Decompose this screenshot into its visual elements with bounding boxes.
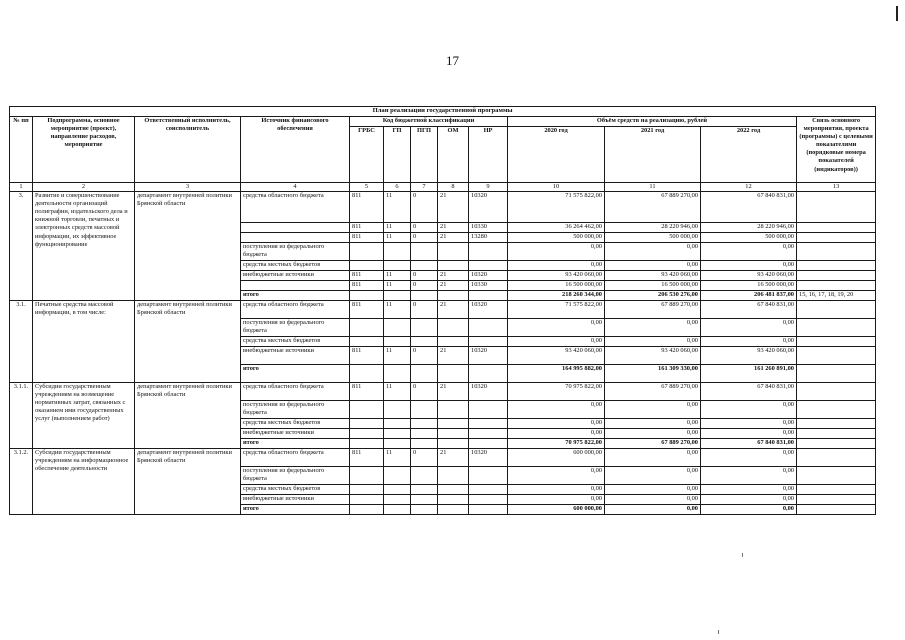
funding-source: средства местных бюджетов bbox=[241, 337, 350, 347]
code-om: 21 bbox=[438, 192, 469, 223]
code-om: 21 bbox=[438, 383, 469, 401]
header-grbs: ГРБС bbox=[350, 127, 384, 183]
code-gp bbox=[384, 291, 411, 301]
code-grbs bbox=[350, 439, 384, 449]
code-om bbox=[438, 429, 469, 439]
code-grbs bbox=[350, 291, 384, 301]
code-gp bbox=[384, 319, 411, 337]
code-gp bbox=[384, 337, 411, 347]
header-pgp: ПГП bbox=[411, 127, 438, 183]
code-om bbox=[438, 337, 469, 347]
code-grbs: 811 bbox=[350, 347, 384, 365]
code-nr: 10330 bbox=[469, 223, 508, 233]
amount-2021: 0,00 bbox=[605, 337, 701, 347]
funding-source: средства местных бюджетов bbox=[241, 419, 350, 429]
table-row bbox=[10, 383, 876, 401]
code-grbs bbox=[350, 319, 384, 337]
funding-source: средства местных бюджетов bbox=[241, 261, 350, 271]
amount-2020: 70 975 822,00 bbox=[508, 383, 605, 401]
amount-2022: 28 220 946,00 bbox=[701, 223, 797, 233]
funding-source: внебюджетные источники bbox=[241, 429, 350, 439]
funding-source: итого bbox=[241, 291, 350, 301]
code-om bbox=[438, 419, 469, 429]
indicator-link bbox=[797, 243, 876, 261]
column-index: 3 bbox=[135, 183, 241, 192]
funding-source: поступления из федерального бюджета bbox=[241, 243, 350, 261]
code-pgp bbox=[411, 485, 438, 495]
column-index: 9 bbox=[469, 183, 508, 192]
header-2020: 2020 год bbox=[508, 127, 605, 183]
amount-2021: 161 309 330,00 bbox=[605, 365, 701, 383]
amount-2020: 93 420 060,00 bbox=[508, 347, 605, 365]
code-om bbox=[438, 505, 469, 515]
funding-source: итого bbox=[241, 505, 350, 515]
code-pgp: 0 bbox=[411, 383, 438, 401]
amount-2020: 70 975 822,00 bbox=[508, 439, 605, 449]
responsible-executor: департамент внутренней политики Брянской области bbox=[135, 449, 241, 515]
code-nr: 10320 bbox=[469, 383, 508, 401]
code-gp: 11 bbox=[384, 271, 411, 281]
amount-2021: 0,00 bbox=[605, 319, 701, 337]
amount-2020: 0,00 bbox=[508, 401, 605, 419]
funding-source: итого bbox=[241, 365, 350, 383]
scan-edge-mark bbox=[896, 6, 898, 21]
table-title: План реализации государственной программы bbox=[10, 107, 876, 117]
amount-2022: 0,00 bbox=[701, 261, 797, 271]
code-om bbox=[438, 291, 469, 301]
header-nr: НР bbox=[469, 127, 508, 183]
code-grbs bbox=[350, 419, 384, 429]
code-grbs bbox=[350, 495, 384, 505]
table-row bbox=[10, 449, 876, 467]
amount-2020: 0,00 bbox=[508, 429, 605, 439]
amount-2020: 71 575 822,00 bbox=[508, 301, 605, 319]
amount-2022: 16 500 000,00 bbox=[701, 281, 797, 291]
code-grbs bbox=[350, 467, 384, 485]
amount-2022: 500 000,00 bbox=[701, 233, 797, 243]
amount-2022: 0,00 bbox=[701, 467, 797, 485]
indicator-link bbox=[797, 261, 876, 271]
code-gp bbox=[384, 467, 411, 485]
code-pgp bbox=[411, 439, 438, 449]
code-pgp bbox=[411, 337, 438, 347]
amount-2022: 0,00 bbox=[701, 449, 797, 467]
amount-2020: 0,00 bbox=[508, 319, 605, 337]
code-om: 21 bbox=[438, 449, 469, 467]
code-nr bbox=[469, 365, 508, 383]
amount-2021: 0,00 bbox=[605, 495, 701, 505]
amount-2021: 0,00 bbox=[605, 243, 701, 261]
amount-2020: 0,00 bbox=[508, 419, 605, 429]
amount-2022: 0,00 bbox=[701, 337, 797, 347]
amount-2022: 0,00 bbox=[701, 419, 797, 429]
amount-2020: 0,00 bbox=[508, 261, 605, 271]
amount-2020: 0,00 bbox=[508, 495, 605, 505]
funding-source bbox=[241, 223, 350, 233]
amount-2022: 67 840 831,00 bbox=[701, 439, 797, 449]
funding-source bbox=[241, 281, 350, 291]
code-gp bbox=[384, 419, 411, 429]
code-nr bbox=[469, 505, 508, 515]
code-nr bbox=[469, 243, 508, 261]
responsible-executor: департамент внутренней политики Брянской области bbox=[135, 301, 241, 383]
code-grbs: 811 bbox=[350, 271, 384, 281]
code-gp bbox=[384, 401, 411, 419]
code-gp bbox=[384, 261, 411, 271]
code-nr bbox=[469, 337, 508, 347]
code-nr bbox=[469, 429, 508, 439]
amount-2022: 0,00 bbox=[701, 319, 797, 337]
indicator-link bbox=[797, 223, 876, 233]
indicator-link bbox=[797, 301, 876, 319]
code-nr: 10330 bbox=[469, 281, 508, 291]
amount-2020: 600 000,00 bbox=[508, 449, 605, 467]
amount-2022: 0,00 bbox=[701, 243, 797, 261]
code-grbs bbox=[350, 485, 384, 495]
amount-2021: 67 889 270,00 bbox=[605, 383, 701, 401]
code-pgp bbox=[411, 495, 438, 505]
amount-2021: 0,00 bbox=[605, 505, 701, 515]
code-grbs: 811 bbox=[350, 223, 384, 233]
column-index: 6 bbox=[384, 183, 411, 192]
column-index: 2 bbox=[33, 183, 135, 192]
code-om: 21 bbox=[438, 301, 469, 319]
code-nr bbox=[469, 401, 508, 419]
column-index: 8 bbox=[438, 183, 469, 192]
code-nr: 10320 bbox=[469, 271, 508, 281]
header-num: № пп bbox=[10, 117, 33, 183]
amount-2020: 16 500 000,00 bbox=[508, 281, 605, 291]
code-gp bbox=[384, 365, 411, 383]
indicator-link bbox=[797, 319, 876, 337]
code-pgp: 0 bbox=[411, 301, 438, 319]
code-nr bbox=[469, 261, 508, 271]
amount-2022: 67 840 831,00 bbox=[701, 383, 797, 401]
amount-2022: 206 481 837,00 bbox=[701, 291, 797, 301]
indicator-link bbox=[797, 467, 876, 485]
code-grbs bbox=[350, 337, 384, 347]
code-pgp bbox=[411, 291, 438, 301]
code-pgp bbox=[411, 419, 438, 429]
code-grbs bbox=[350, 365, 384, 383]
code-om: 21 bbox=[438, 347, 469, 365]
code-om bbox=[438, 495, 469, 505]
code-nr: 10320 bbox=[469, 449, 508, 467]
funding-source: итого bbox=[241, 439, 350, 449]
code-nr bbox=[469, 495, 508, 505]
column-index: 7 bbox=[411, 183, 438, 192]
amount-2021: 28 220 946,00 bbox=[605, 223, 701, 233]
funding-source bbox=[241, 233, 350, 243]
amount-2021: 93 420 060,00 bbox=[605, 347, 701, 365]
code-nr bbox=[469, 319, 508, 337]
indicator-link bbox=[797, 429, 876, 439]
code-pgp: 0 bbox=[411, 281, 438, 291]
code-grbs: 811 bbox=[350, 192, 384, 223]
code-gp bbox=[384, 243, 411, 261]
indicator-link bbox=[797, 337, 876, 347]
code-nr bbox=[469, 485, 508, 495]
funding-source: поступления из федерального бюджета bbox=[241, 401, 350, 419]
amount-2020: 71 575 822,00 bbox=[508, 192, 605, 223]
row-number: 3. bbox=[10, 192, 33, 301]
column-index: 4 bbox=[241, 183, 350, 192]
indicator-link bbox=[797, 281, 876, 291]
code-pgp bbox=[411, 467, 438, 485]
code-nr bbox=[469, 467, 508, 485]
code-om bbox=[438, 319, 469, 337]
amount-2022: 93 420 060,00 bbox=[701, 271, 797, 281]
indicator-link bbox=[797, 233, 876, 243]
header-program: Подпрограмма, основное мероприятие (проект), направление расходов, мероприятие bbox=[33, 117, 135, 183]
column-index: 5 bbox=[350, 183, 384, 192]
scan-dust-mark bbox=[718, 630, 719, 634]
row-number: 3.1. bbox=[10, 301, 33, 383]
code-om bbox=[438, 365, 469, 383]
code-om: 21 bbox=[438, 233, 469, 243]
code-grbs: 811 bbox=[350, 233, 384, 243]
amount-2021: 0,00 bbox=[605, 485, 701, 495]
scan-dust-mark bbox=[742, 553, 743, 557]
funding-source: средства областного бюджета bbox=[241, 449, 350, 467]
code-gp bbox=[384, 505, 411, 515]
responsible-executor: департамент внутренней политики Брянской области bbox=[135, 383, 241, 449]
code-nr bbox=[469, 439, 508, 449]
code-pgp bbox=[411, 243, 438, 261]
code-gp bbox=[384, 485, 411, 495]
amount-2022: 0,00 bbox=[701, 485, 797, 495]
column-index: 10 bbox=[508, 183, 605, 192]
header-budget-code: Код бюджетной классификации bbox=[350, 117, 508, 127]
amount-2021: 0,00 bbox=[605, 467, 701, 485]
header-2022: 2022 год bbox=[701, 127, 797, 183]
code-pgp: 0 bbox=[411, 233, 438, 243]
amount-2022: 0,00 bbox=[701, 401, 797, 419]
header-source: Источник финансового обеспечения bbox=[241, 117, 350, 183]
indicator-link bbox=[797, 365, 876, 383]
code-grbs: 811 bbox=[350, 449, 384, 467]
row-number: 3.1.1. bbox=[10, 383, 33, 449]
code-grbs bbox=[350, 429, 384, 439]
code-om bbox=[438, 401, 469, 419]
code-nr: 13280 bbox=[469, 233, 508, 243]
amount-2021: 93 420 060,00 bbox=[605, 271, 701, 281]
code-om: 21 bbox=[438, 223, 469, 233]
indicator-link bbox=[797, 495, 876, 505]
indicator-link bbox=[797, 485, 876, 495]
code-gp: 11 bbox=[384, 223, 411, 233]
amount-2022: 93 420 060,00 bbox=[701, 347, 797, 365]
header-om: ОМ bbox=[438, 127, 469, 183]
amount-2020: 164 995 882,00 bbox=[508, 365, 605, 383]
indicator-link bbox=[797, 401, 876, 419]
plan-table-body bbox=[10, 192, 876, 515]
amount-2020: 0,00 bbox=[508, 467, 605, 485]
code-gp: 11 bbox=[384, 347, 411, 365]
amount-2021: 67 889 270,00 bbox=[605, 439, 701, 449]
code-grbs bbox=[350, 261, 384, 271]
amount-2021: 206 530 276,00 bbox=[605, 291, 701, 301]
code-pgp bbox=[411, 401, 438, 419]
page-number: 17 bbox=[446, 53, 459, 68]
amount-2020: 0,00 bbox=[508, 243, 605, 261]
funding-source: поступления из федерального бюджета bbox=[241, 319, 350, 337]
amount-2021: 67 889 270,00 bbox=[605, 301, 701, 319]
code-pgp: 0 bbox=[411, 192, 438, 223]
header-link: Связь основного мероприятия, проекта (программы) с целевыми показателями (порядковые номера показателей (индикаторов)) bbox=[797, 117, 876, 183]
indicator-link bbox=[797, 383, 876, 401]
code-om: 21 bbox=[438, 281, 469, 291]
funding-source: внебюджетные источники bbox=[241, 271, 350, 281]
funding-source: средства областного бюджета bbox=[241, 301, 350, 319]
amount-2022: 161 260 891,00 bbox=[701, 365, 797, 383]
amount-2020: 500 000,00 bbox=[508, 233, 605, 243]
indicator-link bbox=[797, 439, 876, 449]
code-gp: 11 bbox=[384, 301, 411, 319]
code-pgp bbox=[411, 429, 438, 439]
funding-source: внебюджетные источники bbox=[241, 495, 350, 505]
code-grbs bbox=[350, 505, 384, 515]
measure-name: Печатные средства массовой информации, в том числе: bbox=[33, 301, 135, 383]
amount-2022: 0,00 bbox=[701, 495, 797, 505]
code-om: 21 bbox=[438, 271, 469, 281]
code-gp: 11 bbox=[384, 449, 411, 467]
code-gp: 11 bbox=[384, 281, 411, 291]
code-pgp: 0 bbox=[411, 449, 438, 467]
code-om bbox=[438, 439, 469, 449]
indicator-link bbox=[797, 505, 876, 515]
code-om bbox=[438, 243, 469, 261]
code-pgp: 0 bbox=[411, 271, 438, 281]
indicator-link bbox=[797, 449, 876, 467]
amount-2020: 600 000,00 bbox=[508, 505, 605, 515]
amount-2020: 36 264 462,00 bbox=[508, 223, 605, 233]
header-2021: 2021 год bbox=[605, 127, 701, 183]
column-index: 11 bbox=[605, 183, 701, 192]
code-pgp: 0 bbox=[411, 223, 438, 233]
code-gp bbox=[384, 495, 411, 505]
amount-2020: 218 260 344,00 bbox=[508, 291, 605, 301]
code-grbs: 811 bbox=[350, 301, 384, 319]
amount-2021: 16 500 000,00 bbox=[605, 281, 701, 291]
indicator-link bbox=[797, 271, 876, 281]
code-gp: 11 bbox=[384, 233, 411, 243]
funding-source: средства областного бюджета bbox=[241, 383, 350, 401]
amount-2021: 67 889 270,00 bbox=[605, 192, 701, 223]
indicator-link bbox=[797, 192, 876, 223]
amount-2022: 0,00 bbox=[701, 429, 797, 439]
indicator-link: 15, 16, 17, 18, 19, 20 bbox=[797, 291, 876, 301]
code-grbs: 811 bbox=[350, 383, 384, 401]
code-om bbox=[438, 467, 469, 485]
code-nr: 10320 bbox=[469, 347, 508, 365]
code-nr: 10320 bbox=[469, 192, 508, 223]
column-index: 1 bbox=[10, 183, 33, 192]
code-nr bbox=[469, 291, 508, 301]
funding-source: поступления из федерального бюджета bbox=[241, 467, 350, 485]
amount-2021: 0,00 bbox=[605, 429, 701, 439]
column-index: 13 bbox=[797, 183, 876, 192]
header-responsible: Ответственный исполнитель, соисполнитель bbox=[135, 117, 241, 183]
measure-name: Развитие и совершенствование деятельности организаций полиграфии, издательского дела и книжной торговли, печатных и электронных средств массовой информации, их эффективное функционирование bbox=[33, 192, 135, 301]
code-gp: 11 bbox=[384, 383, 411, 401]
code-pgp bbox=[411, 319, 438, 337]
column-index-row bbox=[10, 183, 876, 192]
header-amount: Объём средств на реализацию, рублей bbox=[508, 117, 797, 127]
code-pgp bbox=[411, 261, 438, 271]
funding-source: средства местных бюджетов bbox=[241, 485, 350, 495]
code-om bbox=[438, 485, 469, 495]
responsible-executor: департамент внутренней политики Брянской области bbox=[135, 192, 241, 301]
code-gp: 11 bbox=[384, 192, 411, 223]
header-gp: ГП bbox=[384, 127, 411, 183]
code-grbs bbox=[350, 243, 384, 261]
measure-name: Субсидии государственным учреждениям на возмещение нормативных затрат, связанных с оказанием ими государственных услуг (выполнением работ) bbox=[33, 383, 135, 449]
amount-2021: 0,00 bbox=[605, 401, 701, 419]
amount-2022: 67 840 831,00 bbox=[701, 301, 797, 319]
code-grbs bbox=[350, 401, 384, 419]
code-pgp: 0 bbox=[411, 347, 438, 365]
code-pgp bbox=[411, 365, 438, 383]
indicator-link bbox=[797, 347, 876, 365]
amount-2020: 0,00 bbox=[508, 485, 605, 495]
code-gp bbox=[384, 439, 411, 449]
amount-2021: 500 000,00 bbox=[605, 233, 701, 243]
indicator-link bbox=[797, 419, 876, 429]
measure-name: Субсидии государственным учреждениям на информационное обеспечение деятельности bbox=[33, 449, 135, 515]
amount-2021: 0,00 bbox=[605, 261, 701, 271]
code-nr: 10320 bbox=[469, 301, 508, 319]
code-pgp bbox=[411, 505, 438, 515]
funding-source: средства областного бюджета bbox=[241, 192, 350, 223]
amount-2021: 0,00 bbox=[605, 419, 701, 429]
amount-2022: 67 840 831,00 bbox=[701, 192, 797, 223]
code-grbs: 811 bbox=[350, 281, 384, 291]
plan-table bbox=[9, 106, 876, 515]
amount-2022: 0,00 bbox=[701, 505, 797, 515]
amount-2020: 93 420 060,00 bbox=[508, 271, 605, 281]
row-number: 3.1.2. bbox=[10, 449, 33, 515]
table-row bbox=[10, 301, 876, 319]
amount-2021: 0,00 bbox=[605, 449, 701, 467]
code-om bbox=[438, 261, 469, 271]
funding-source: внебюджетные источники bbox=[241, 347, 350, 365]
code-nr bbox=[469, 419, 508, 429]
column-index: 12 bbox=[701, 183, 797, 192]
table-row bbox=[10, 192, 876, 223]
amount-2020: 0,00 bbox=[508, 337, 605, 347]
code-gp bbox=[384, 429, 411, 439]
